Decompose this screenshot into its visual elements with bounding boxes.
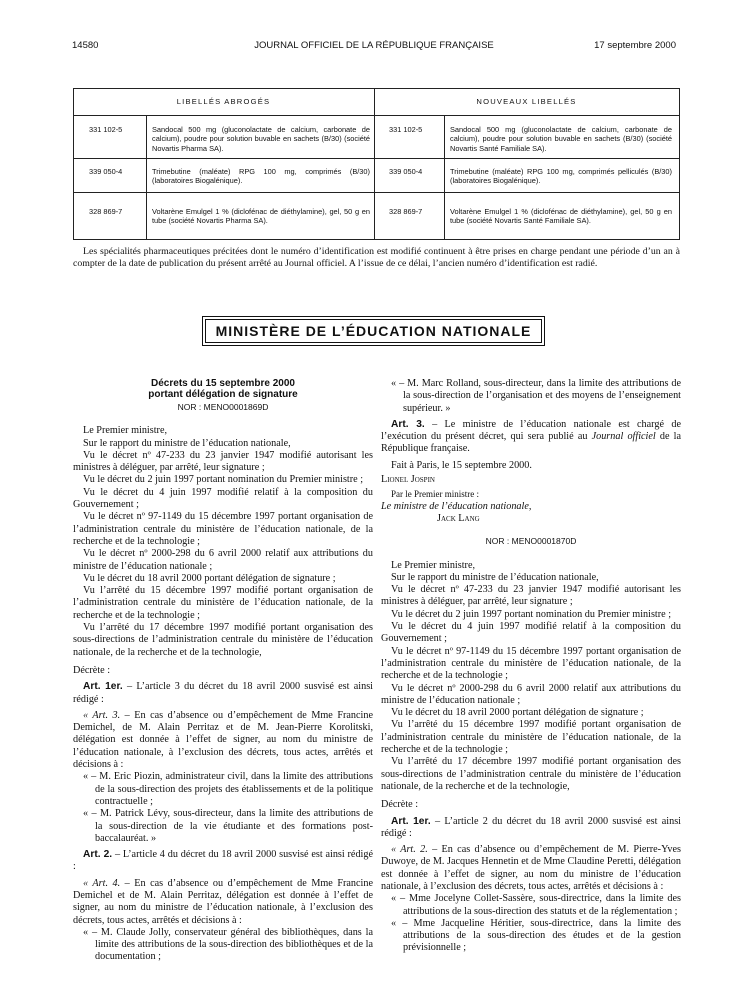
ministry-title: MINISTÈRE DE L’ÉDUCATION NATIONALE	[205, 319, 542, 343]
visa-paragraph: Vu le décret nº 2000-298 du 6 avril 2000 relatif aux attributions du ministre de l’éducation nationale ;	[381, 682, 681, 706]
table-cell-code: 331 102-5	[89, 125, 123, 134]
visa-paragraph: Vu l’arrêté du 15 décembre 1997 modifié portant organisation de l’administration centrale du ministère de l’éducation nationale, de la recherche et de la technologie ;	[73, 585, 373, 621]
page-date: 17 septembre 2000	[594, 40, 676, 51]
minister-role: Le ministre de l’éducation nationale,	[381, 500, 532, 512]
visa-paragraph: Vu le décret nº 47-233 du 23 janvier 1947 modifié autorisant les ministres à déléguer, par arrêté, leur signature ;	[381, 584, 681, 608]
article-text: – L’article 4 du décret du 18 avril 2000 susvisé est ainsi rédigé :	[73, 849, 373, 873]
table-cell-code: 339 050-4	[89, 167, 123, 176]
quoted-article-text: – En cas d’absence ou d’empêchement de M. Pierre-Yves Duwoye, de M. Jacques Hennetin et de Mme Claudine Peretti, délégation est donnée à l’effet de signer, au nom du ministre de l’éducation nationale, à l’exclusion des décrets, tous actes, arrêtés et décisions à :	[381, 844, 681, 892]
article-label: Art. 2.	[83, 849, 113, 861]
visa-paragraph: Vu le décret nº 47-233 du 23 janvier 1947 modifié autorisant les ministres à déléguer, par arrêté, leur signature ;	[73, 449, 373, 474]
table-cell-code: 328 869-7	[389, 207, 423, 216]
quoted-article-label: « Art. 3.	[83, 709, 121, 721]
quoted-article-label: « Art. 4.	[83, 877, 121, 889]
journal-title: JOURNAL OFFICIEL DE LA RÉPUBLIQUE FRANÇAISE	[254, 40, 494, 51]
article-text: de la République française.	[381, 431, 682, 455]
decrete-label: Décrète :	[381, 799, 419, 811]
article-label: Art. 1er.	[391, 815, 431, 827]
delegation-item: « – M. Marc Rolland, sous-directeur, dans la limite des attributions de la sous-direction de l’organisation et des moyens de l’enseignement supérieur. »	[391, 378, 681, 414]
table-cell-code: 339 050-4	[389, 167, 423, 176]
visa-paragraph: Le Premier ministre,	[391, 559, 476, 571]
decrete-label: Décrète :	[73, 664, 111, 676]
visa-paragraph: Le Premier ministre,	[83, 425, 168, 437]
table-cell-label: Sandocal 500 mg (gluconolactate de calcium, carbonate de calcium), poudre pour solution buvable en sachets (B/30) (société Novartis Santé Familiale SA).	[450, 125, 672, 153]
col-header-abroges: LIBELLÉS ABROGÉS	[176, 97, 271, 106]
table-cell-label: Trimebutine (maléate) RPG 100 mg, comprimés (B/30) (laboratoires Biogalénique).	[152, 167, 370, 186]
quoted-article-text: – En cas d’absence ou d’empêchement de Mme Francine Demichel et de M. Alain Perritaz, délégation est donnée à l’effet de signer, au nom du ministre de l’éducation nationale, à l’exclusion des décrets, tous actes, arrêtés et décisions à :	[73, 877, 373, 926]
visa-paragraph: Vu le décret du 4 juin 1997 modifié relatif à la composition du Gouvernement ;	[381, 621, 681, 645]
visa-paragraph: Vu le décret nº 97-1149 du 15 décembre 1997 portant organisation de l’administration centrale du ministère de l’éducation nationale, de la recherche et de la technologie ;	[381, 645, 681, 682]
ministry-heading	[202, 316, 545, 346]
visa-paragraph: Vu le décret du 18 avril 2000 portant délégation de signature ;	[391, 707, 644, 719]
visa-paragraph: Vu le décret du 2 juin 1997 portant nomination du Premier ministre ;	[391, 608, 672, 620]
article-text: – L’article 2 du décret du 18 avril 2000 susvisé est ainsi rédigé :	[381, 815, 681, 839]
fait-a-paris: Fait à Paris, le 15 septembre 2000.	[391, 459, 532, 471]
article-label: Art. 3.	[391, 418, 425, 430]
par-premier-ministre: Par le Premier ministre :	[391, 489, 479, 500]
table-cell-code: 331 102-5	[389, 125, 423, 134]
delegation-item: « – M. Claude Jolly, conservateur général des bibliothèques, dans la limite des attributions de la sous-direction des bibliothèques et de la documentation ;	[83, 926, 373, 963]
decree-title: Décrets du 15 septembre 2000	[151, 378, 295, 389]
nor-reference: NOR : MENO0001869D	[177, 402, 269, 412]
delegation-item: « – M. Patrick Lévy, sous-directeur, dans la limite des attributions de la sous-direction de la vie étudiante et des formations post-baccalauréat. »	[83, 808, 373, 844]
table-cell-label: Trimebutine (maléate) RPG 100 mg, comprimés pelliculés (B/30) (laboratoires Biogalénique).	[450, 167, 672, 186]
visa-paragraph: Vu le décret nº 2000-298 du 6 avril 2000 relatif aux attributions du ministre de l’éducation nationale ;	[73, 548, 373, 572]
visa-paragraph: Vu le décret nº 97-1149 du 15 décembre 1997 portant organisation de l’administration centrale du ministère de l’éducation nationale, de la recherche et de la technologie ;	[73, 511, 373, 547]
visa-paragraph: Vu l’arrêté du 17 décembre 1997 modifié portant organisation des sous-directions de l’administration centrale du ministère de l’éducation nationale, de la recherche et de la technologie,	[73, 622, 373, 658]
left-column	[73, 378, 373, 964]
visa-paragraph: Vu le décret du 4 juin 1997 modifié relatif à la composition du Gouvernement ;	[73, 486, 373, 511]
visa-paragraph: Vu l’arrêté du 17 décembre 1997 modifié portant organisation des sous-directions de l’administration centrale du ministère de l’éducation nationale, de la recherche et de la technologie,	[381, 756, 681, 792]
nor-reference: NOR : MENO0001870D	[485, 536, 577, 547]
table-cell-label: Voltarène Emulgel 1 % (diclofénac de diéthylamine), gel, 50 g en tube (société Novartis Pharma SA).	[152, 207, 370, 226]
visa-paragraph: Vu le décret du 2 juin 1997 portant nomination du Premier ministre ;	[83, 474, 364, 486]
delegation-item: « – Mme Jocelyne Collet-Sassère, sous-directrice, dans la limite des attributions de la sous-direction des statuts et de la réglementation ;	[391, 893, 681, 917]
table-cell-code: 328 869-7	[89, 207, 123, 216]
quoted-article-label: « Art. 2.	[391, 844, 428, 856]
article-text: – L’article 3 du décret du 18 avril 2000 susvisé est ainsi rédigé :	[73, 681, 373, 705]
delegation-item: « – M. Eric Piozin, administrateur civil, dans la limite des attributions de la sous-direction des projets des établissements et de la politique contractuelle ;	[83, 771, 373, 807]
visa-paragraph: Vu l’arrêté du 15 décembre 1997 modifié portant organisation de l’administration centrale du ministère de l’éducation nationale, de la recherche et de la technologie ;	[381, 719, 681, 756]
journal-officiel-mention: Journal officiel	[591, 431, 656, 443]
visa-paragraph: Sur le rapport du ministre de l’éducation nationale,	[391, 571, 599, 583]
signature-ministre: Jack Lang	[437, 512, 480, 524]
article-label: Art. 1er.	[83, 681, 123, 693]
col-header-nouveaux: NOUVEAUX LIBELLÉS	[476, 97, 577, 106]
right-column	[381, 378, 681, 955]
table-cell-label: Voltarène Emulgel 1 % (diclofénac de diéthylamine), gel, 50 g en tube (société Novartis Santé Familiale SA).	[450, 207, 672, 226]
page-number: 14580	[72, 40, 99, 51]
decree-subtitle: portant délégation de signature	[148, 389, 298, 400]
table-cell-label: Sandocal 500 mg (gluconolactate de calcium, carbonate de calcium), poudre pour solution buvable en sachets (B/30) (société Novartis Pharma SA).	[152, 125, 370, 153]
visa-paragraph: Vu le décret du 18 avril 2000 portant délégation de signature ;	[83, 572, 336, 584]
table-note: Les spécialités pharmaceutiques précitées dont le numéro d’identification est modifié continuent à être prises en charge pendant une période d’un an à compter de la date de publication du présent arrêté au Journal officiel. A l’issue de ce délai, l’ancien numéro d’identification est radié.	[73, 246, 680, 269]
quoted-article-text: – En cas d’absence ou d’empêchement de Mme Francine Demichel, de M. Alain Perritaz et de M. Jean-Pierre Korolitski, délégation est donnée à l’effet de signer, au nom du ministre de l’éducation nationale, à l’exclusion des décrets, tous actes, arrêtés et décisions à :	[73, 709, 373, 771]
visa-paragraph: Sur le rapport du ministre de l’éducation nationale,	[83, 437, 291, 449]
article-text: – Le ministre de l’éducation nationale est chargé de l’exécution du présent décret, qui sera publié au	[381, 418, 681, 443]
delegation-item: « – Mme Jacqueline Héritier, sous-directrice, dans la limite des attributions de la sous-direction des études et de la gestion prévisionnelle ;	[391, 917, 681, 954]
signature-premier-ministre: Lionel Jospin	[381, 474, 435, 486]
